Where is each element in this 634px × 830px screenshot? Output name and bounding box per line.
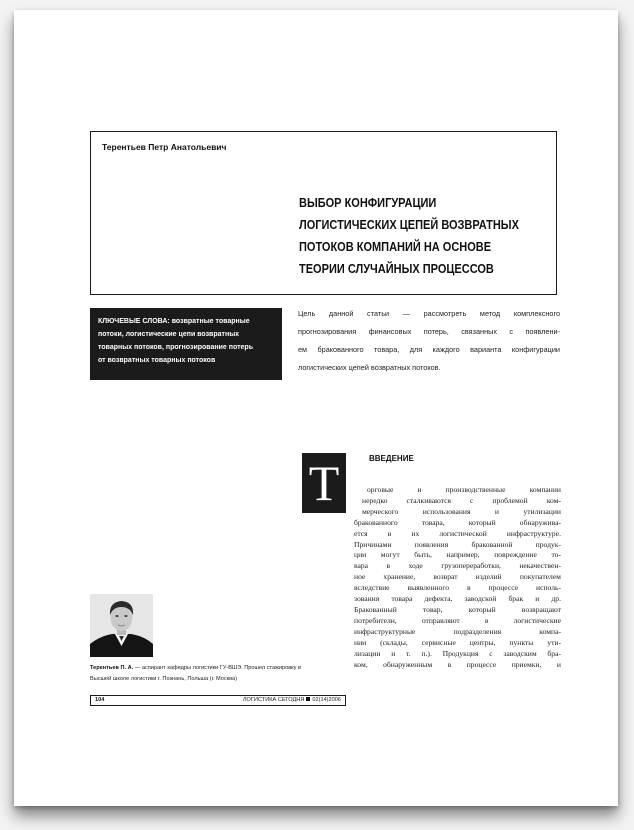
title-line: ВЫБОР КОНФИГУРАЦИИ bbox=[299, 196, 437, 210]
article-title bbox=[299, 192, 519, 280]
body-line: вара в ходе грузопереработки, некачествен- bbox=[354, 561, 561, 571]
author-name: Терентьев Петр Анатольевич bbox=[102, 142, 227, 152]
keywords-line: КЛЮЧЕВЫЕ СЛОВА: возвратные товарные bbox=[98, 318, 250, 325]
author-portrait-image bbox=[90, 594, 153, 657]
title-line: ЛОГИСТИЧЕСКИХ ЦЕПЕЙ ВОЗВРАТНЫХ bbox=[299, 218, 519, 232]
square-bullet-icon bbox=[306, 697, 310, 701]
keywords-line: от возвратных товарных потоков bbox=[98, 357, 216, 364]
body-line: Бракованный товар, который возвращают bbox=[354, 604, 561, 614]
body-line: нии (склады, сервисные центры, пункты ути- bbox=[354, 637, 561, 647]
page-number: 104 bbox=[95, 697, 105, 703]
abstract bbox=[298, 305, 560, 377]
abstract-line: прогнозирования финансовых потерь, связанных с появлени- bbox=[298, 327, 560, 336]
body-line: ком, обнаруженным в процессе приемки, и bbox=[354, 659, 561, 669]
journal-page bbox=[14, 10, 618, 806]
body-line: вследствие выявленного в процессе исполь- bbox=[354, 583, 561, 593]
page-footer bbox=[90, 695, 346, 706]
bio-line: Высшей школе логистики г. Познань, Польша (г. Москва) bbox=[90, 676, 237, 682]
section-heading: ВВЕДЕНИЕ bbox=[369, 454, 414, 463]
abstract-line: логистических цепей возвратных потоков. bbox=[298, 363, 441, 372]
title-line: ТЕОРИИ СЛУЧАЙНЫХ ПРОЦЕССОВ bbox=[299, 262, 494, 276]
body-line: зования товара дефекта, заводской брак и др. bbox=[354, 594, 561, 604]
journal-name: ЛОГИСТИКА СЕГОДНЯ bbox=[242, 697, 305, 703]
article-header bbox=[90, 131, 557, 295]
bio-line bbox=[90, 663, 340, 674]
bio-name: Терентьев П. А. bbox=[90, 665, 134, 671]
author-bio bbox=[90, 663, 340, 685]
body-line: орговые и производственные компании bbox=[367, 485, 561, 494]
body-line: бракованного товара, который обнаружива- bbox=[354, 517, 561, 527]
body-line: ное хранение, возврат изделий покупателем bbox=[354, 572, 561, 582]
abstract-line: ем бракованного товара, для каждого варианта конфигурации bbox=[298, 345, 560, 354]
title-line: ПОТОКОВ КОМПАНИЙ НА ОСНОВЕ bbox=[299, 240, 492, 254]
keywords-line: товарных потоков, прогнозирование потерь bbox=[98, 344, 254, 351]
keywords-box bbox=[90, 308, 282, 380]
journal-issue: 02(14)2006 bbox=[312, 697, 341, 703]
author-photo bbox=[90, 594, 153, 657]
body-line: инфраструктурные подразделения компа- bbox=[354, 626, 561, 636]
body-line: нередко сталкиваются с проблемой ком- bbox=[362, 495, 561, 505]
body-line: ется в их логистической инфраструктуре. bbox=[354, 528, 561, 538]
body-line: мерческого использования и утилизации bbox=[362, 506, 561, 516]
abstract-line: Цель данной статьи — рассмотреть метод комплексного bbox=[298, 309, 560, 318]
intro-text bbox=[354, 485, 561, 670]
bio-text: — аспирант кафедры логистики ГУ-ВШЭ. Прошел стажировку в bbox=[133, 665, 302, 671]
body-line: Причинами появления бракованной продук- bbox=[354, 539, 561, 549]
drop-cap: Т bbox=[302, 453, 346, 513]
body-line: лизации и т. п.). Продукция с заводским бра- bbox=[354, 648, 561, 658]
body-line: ции могут быть, например, повреждение то- bbox=[354, 550, 561, 560]
journal-info bbox=[243, 696, 341, 705]
body-line: потребители, отправляют в логистические bbox=[354, 615, 561, 625]
keywords-line: потоки, логистические цепи возвратных bbox=[98, 331, 240, 338]
